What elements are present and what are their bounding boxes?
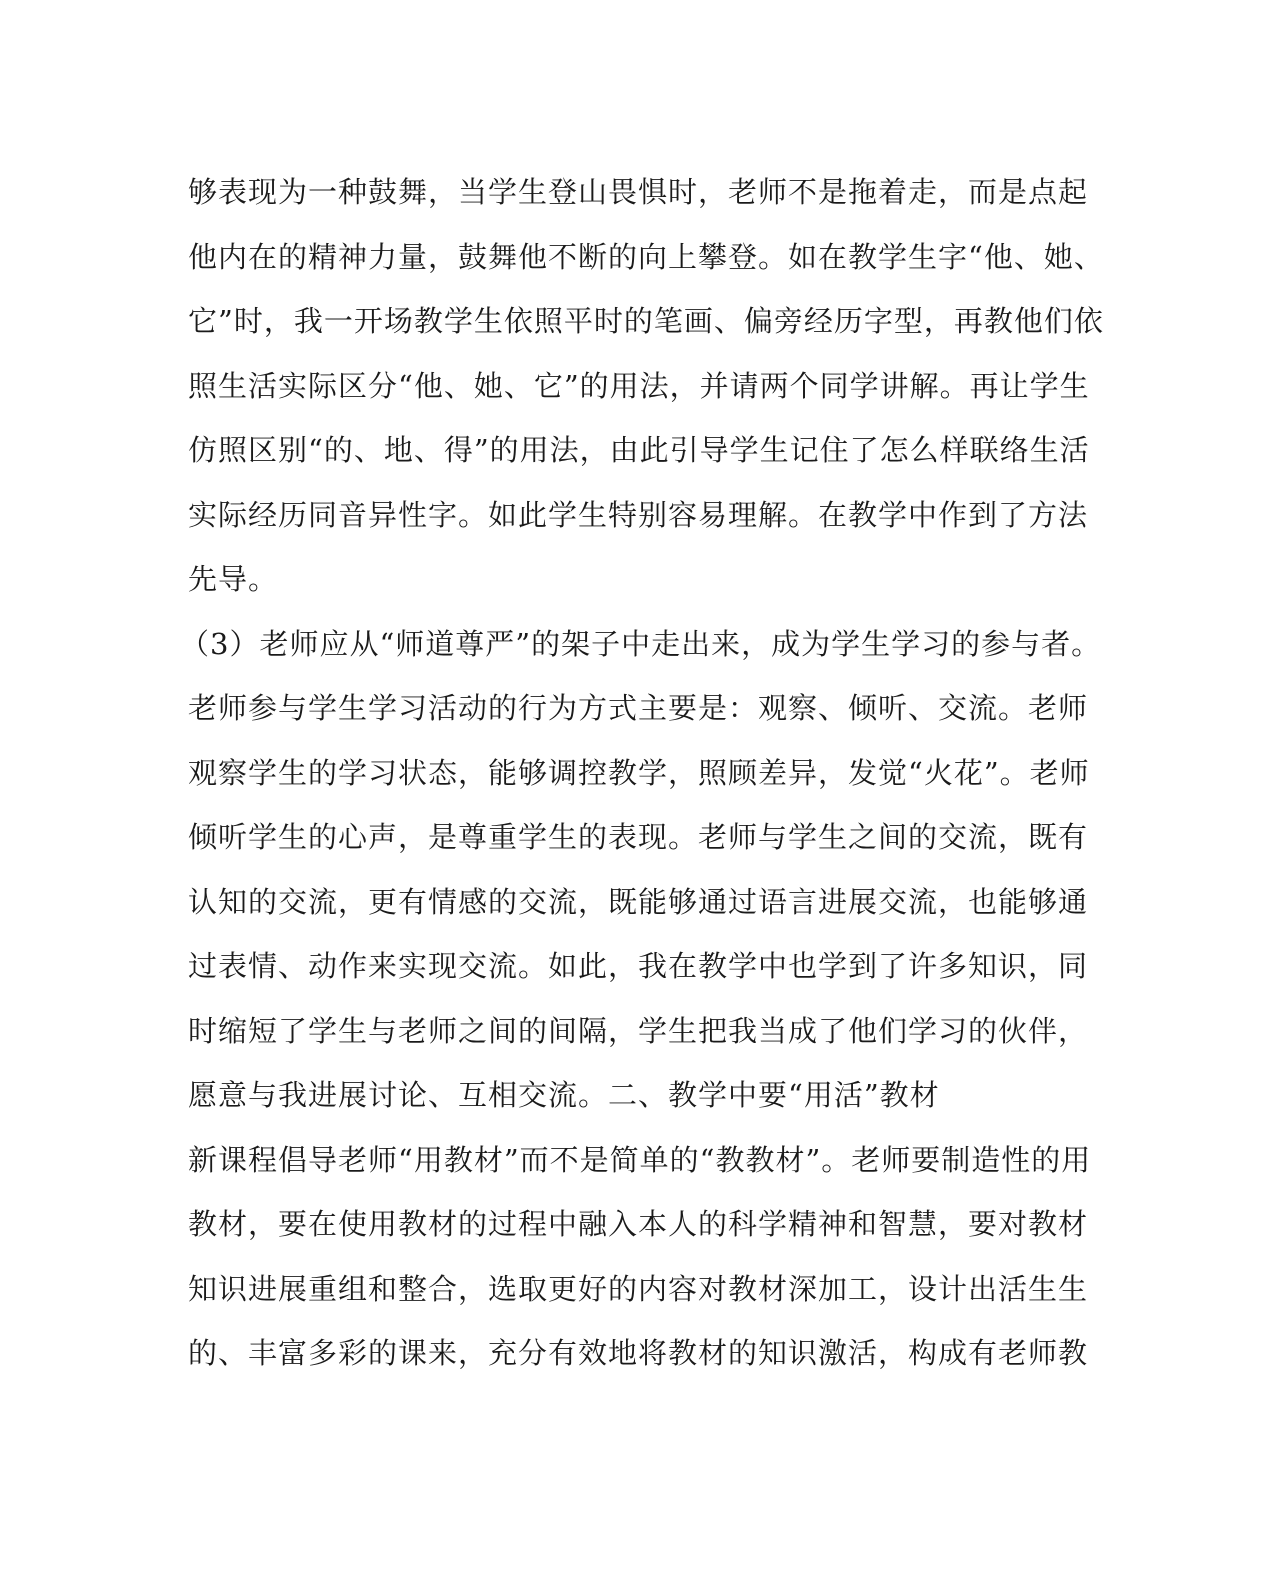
text-line: 它”时，我一开场教学生依照平时的笔画、偏旁经历字型，再教他们依 bbox=[188, 304, 1104, 338]
text-line: 愿意与我进展讨论、互相交流。二、教学中要“用活”教材 bbox=[188, 1078, 940, 1112]
text-line: 观察学生的学习状态，能够调控教学，照顾差异，发觉“火花”。老师 bbox=[188, 755, 1090, 790]
text-line: 仿照区别“的、地、得”的用法，由此引导学生记住了怎么样联络生活 bbox=[188, 433, 1090, 467]
text-line: 的、丰富多彩的课来，充分有效地将教材的知识激活，构成有老师教 bbox=[188, 1336, 1089, 1370]
text-line: 够表现为一种鼓舞，当学生登山畏惧时，老师不是拖着走，而是点起 bbox=[188, 175, 1089, 209]
text-line: 先导。 bbox=[188, 562, 279, 596]
text-line: 时缩短了学生与老师之间的间隔，学生把我当成了他们学习的伙伴， bbox=[188, 1013, 1089, 1048]
text-line: 过表情、动作来实现交流。如此，我在教学中也学到了许多知识，同 bbox=[188, 949, 1089, 983]
text-line: 新课程倡导老师“用教材”而不是简单的“教教材”。老师要制造性的用 bbox=[188, 1142, 1092, 1177]
text-line: 倾听学生的心声，是尊重学生的表现。老师与学生之间的交流，既有 bbox=[188, 820, 1089, 854]
text-line: 知识进展重组和整合，选取更好的内容对教材深加工，设计出活生生 bbox=[188, 1271, 1089, 1306]
text-line: 实际经历同音异性字。如此学生特别容易理解。在教学中作到了方法 bbox=[188, 497, 1089, 532]
text-line: 他内在的精神力量，鼓舞他不断的向上攀登。如在教学生字“他、她、 bbox=[188, 239, 1104, 274]
text-line: 认知的交流，更有情感的交流，既能够通过语言进展交流，也能够通 bbox=[188, 884, 1089, 919]
text-line: 教材，要在使用教材的过程中融入本人的科学精神和智慧，要对教材 bbox=[188, 1207, 1089, 1241]
text-line: 老师参与学生学习活动的行为方式主要是：观察、倾听、交流。老师 bbox=[188, 691, 1089, 725]
body-text bbox=[180, 160, 1104, 1386]
text-line: （3）老师应从“师道尊严”的架子中走出来，成为学生学习的参与者。 bbox=[180, 626, 1102, 661]
text-line: 照生活实际区分“他、她、它”的用法，并请两个同学讲解。再让学生 bbox=[188, 368, 1090, 403]
